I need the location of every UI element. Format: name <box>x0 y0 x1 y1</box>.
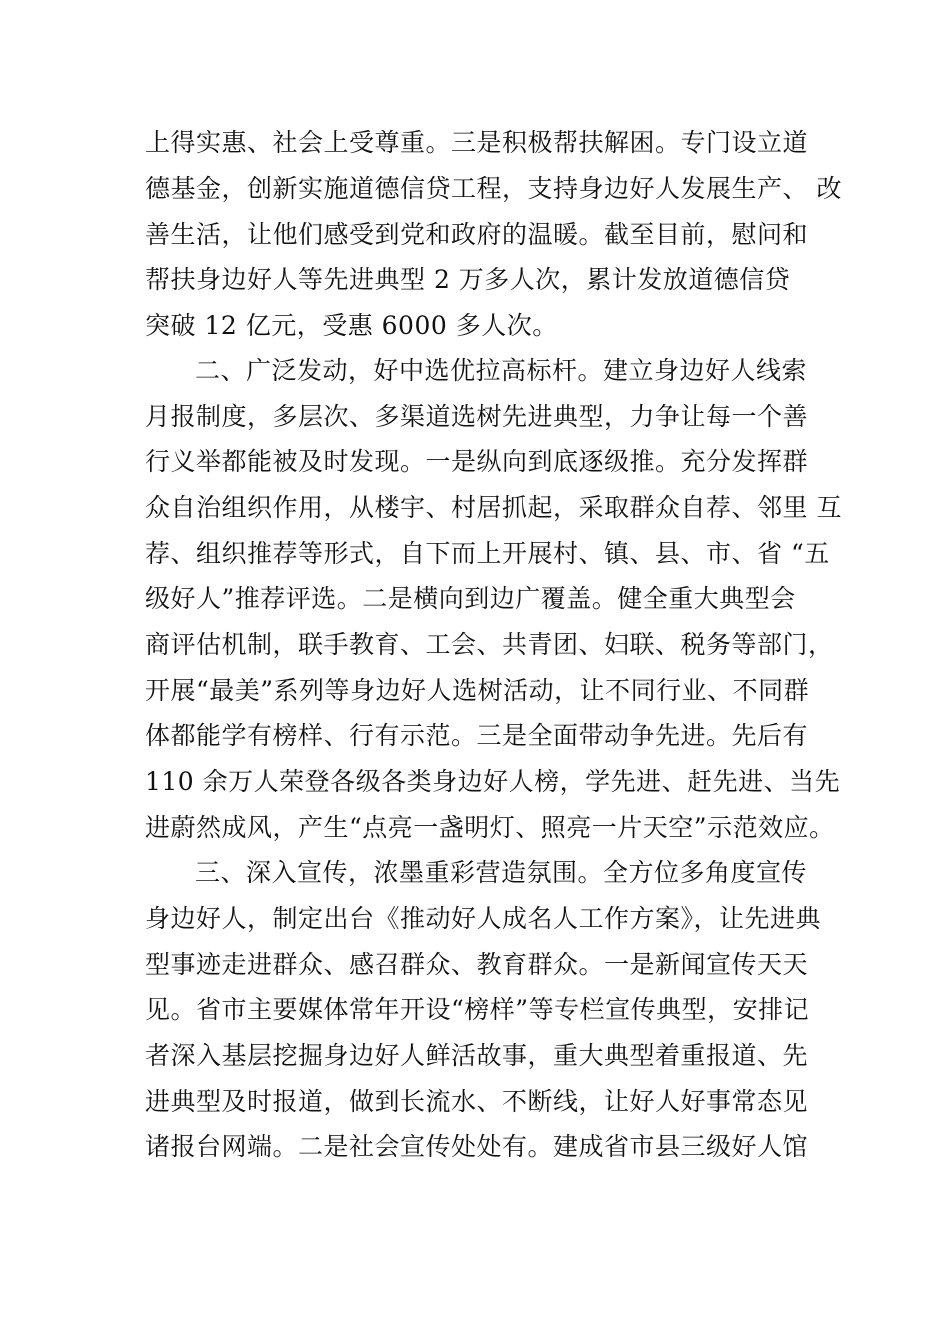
paragraph-heading-3: 三、深入宣传，浓墨重彩营造氛围。全方位多角度宣传 <box>195 858 808 887</box>
text-line-13: 开展“最美”系列等身边好人选树活动，让不同行业、不同群 <box>145 676 810 705</box>
paragraph-heading-2: 二、广泛发动，好中选优拉高标杆。建立身边好人线索 <box>195 356 808 385</box>
text-line-19: 型事迹走进群众、感召群众、教育群众。一是新闻宣传天天 <box>145 950 809 979</box>
text-line-2: 德基金，创新实施道德信贷工程，支持身边好人发展生产、 改 <box>145 174 842 203</box>
text-line-1: 上得实惠、社会上受尊重。三是积极帮扶解困。专门设立道 <box>145 128 809 157</box>
text-line-8: 行义举都能被及时发现。一是纵向到底逐级推。充分发挥群 <box>145 447 809 476</box>
text-line-15: 110 余万人荣登各级各类身边好人榜，学先进、赶先进、当先 <box>145 767 841 796</box>
text-line-10: 荐、组织推荐等形式，自下而上开展村、镇、县、市、省 “五 <box>145 539 830 568</box>
text-line-22: 进典型及时报道，做到长流水、不断线，让好人好事常态见 <box>145 1087 809 1116</box>
text-line-4: 帮扶身边好人等先进典型 2 万多人次，累计发放道德信贷 <box>145 265 791 294</box>
text-line-7: 月报制度，多层次、多渠道选树先进典型，力争让每一个善 <box>145 402 809 431</box>
text-line-11: 级好人”推荐评选。二是横向到边广覆盖。健全重大典型会 <box>145 584 796 613</box>
text-line-18: 身边好人，制定出台《推动好人成名人工作方案》，让先进典 <box>145 904 822 933</box>
text-line-16: 进蔚然成风，产生“点亮一盏明灯、照亮一片天空”示范效应。 <box>145 813 835 842</box>
text-line-3: 善生活，让他们感受到党和政府的温暖。截至目前，慰问和 <box>145 220 809 249</box>
text-line-23: 诸报台网端。二是社会宣传处处有。建成省市县三级好人馆 <box>145 1132 809 1161</box>
text-line-20: 见。省市主要媒体常年开设“榜样”等专栏宣传典型，安排记 <box>145 995 810 1024</box>
text-line-5: 突破 12 亿元，受惠 6000 多人次。 <box>145 311 558 340</box>
text-line-21: 者深入基层挖掘身边好人鲜活故事，重大典型着重报道、先 <box>145 1041 809 1070</box>
text-line-9: 众自治组织作用，从楼宇、村居抓起，采取群众自荐、邻里 互 <box>145 493 842 522</box>
text-line-12: 商评估机制，联手教育、工会、共青团、妇联、税务等部门， <box>145 630 834 659</box>
text-line-14: 体都能学有榜样、行有示范。三是全面带动争先进。先后有 <box>145 721 809 750</box>
